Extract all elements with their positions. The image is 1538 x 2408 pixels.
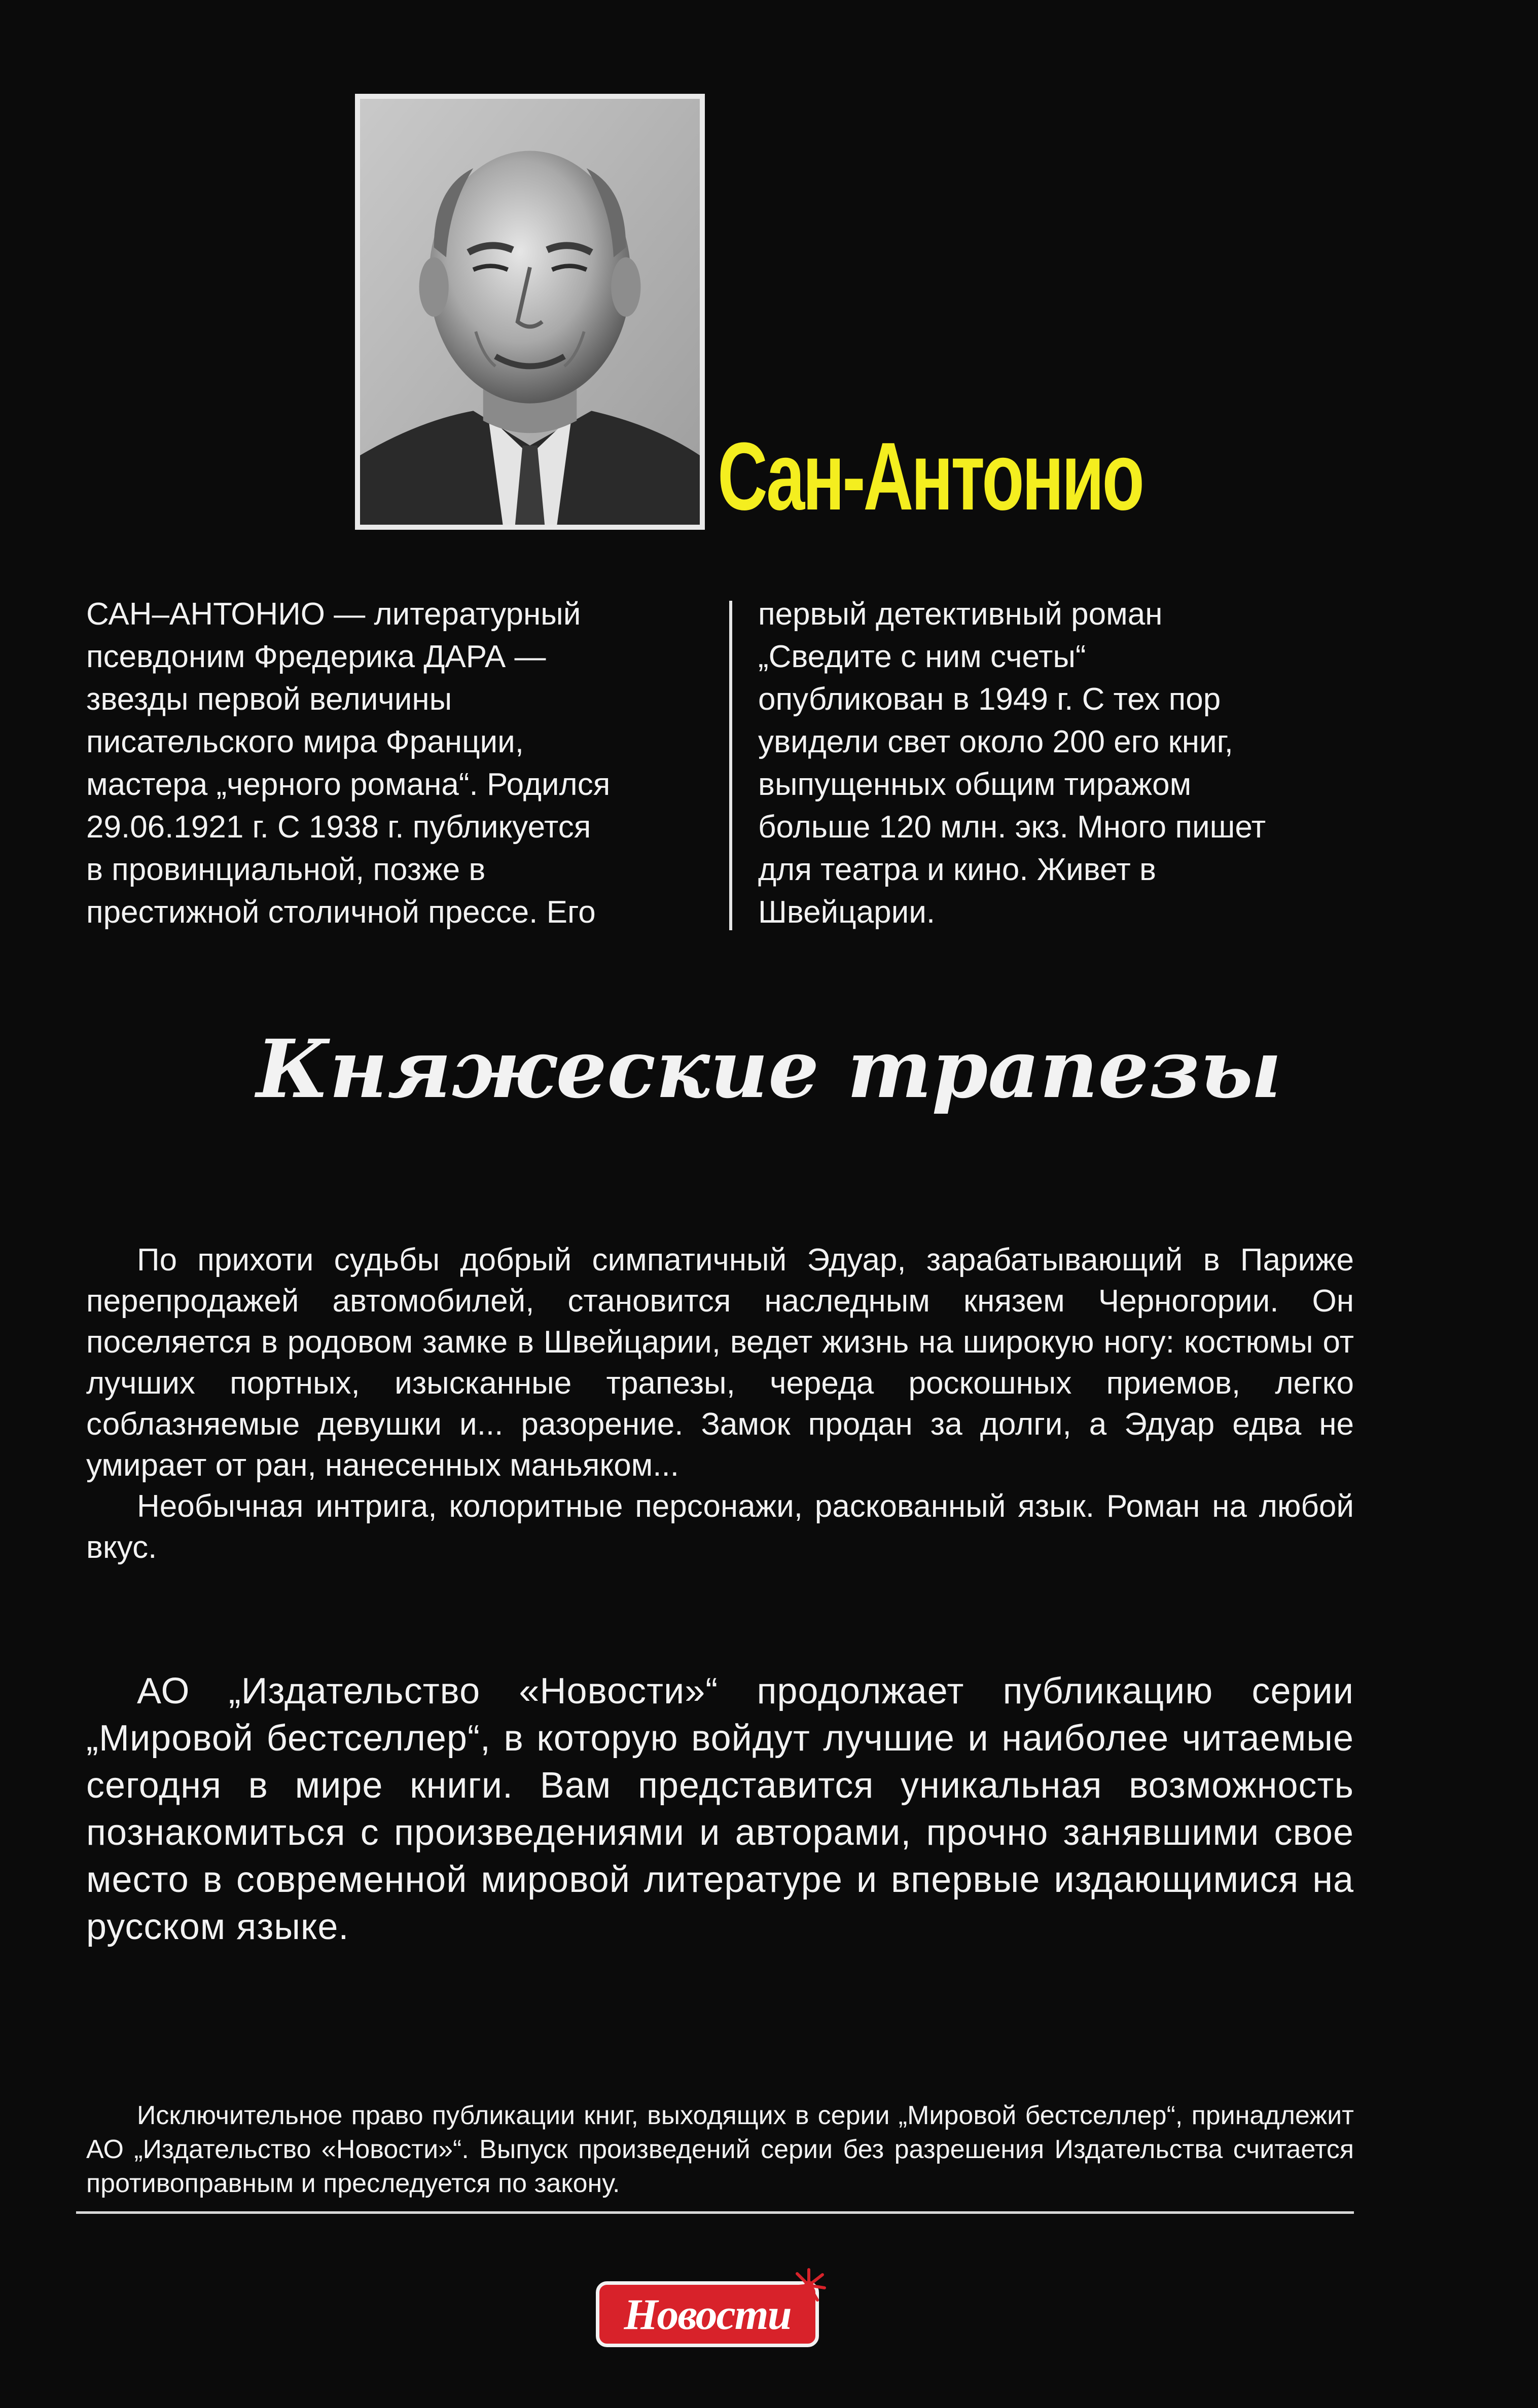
bio-line: престижной столичной прессе. Его xyxy=(86,895,596,930)
bio-line: 29.06.1921 г. С 1938 г. публикуется xyxy=(86,810,591,845)
bio-line: для театра и кино. Живет в xyxy=(758,852,1156,887)
bio-line: „Сведите с ним счеты“ xyxy=(758,639,1086,674)
horizontal-divider xyxy=(76,2211,1354,2214)
bio-line: увидели свет около 200 его книг, xyxy=(758,724,1233,759)
publisher-logo xyxy=(596,2281,819,2347)
bio-line: псевдоним Фредерика ДАРА — xyxy=(86,639,546,674)
series-paragraph: АО „Издательство «Новости»“ продолжает публикацию серии „Мировой бестселлер“, в которую войдут лучшие и наиболее читаемые сегодня в мире книги. Вам представится уникальная возможность познакомиться с произведениями и авторами, прочно занявшими свое место в современной мировой литературе и впервые издающимися на русском языке. xyxy=(86,1671,1354,1947)
book-title: Княжеские трапезы xyxy=(256,1023,1282,1116)
starburst-icon xyxy=(791,2268,827,2303)
bio-line: звезды первой величины xyxy=(86,682,452,717)
author-bio-left-column xyxy=(86,593,715,934)
bio-line: больше 120 млн. экз. Много пишет xyxy=(758,810,1266,845)
rights-paragraph: Исключительное право публикации книг, выходящих в серии „Мировой бестселлер“, принадлежит АО „Издательство «Новости»“. Выпуск произведений серии без разрешения Издательства считается противоправным и преследуется по закону. xyxy=(86,2101,1354,2198)
synopsis-paragraph: Необычная интрига, колоритные персонажи, раскованный язык. Роман на любой вкус. xyxy=(86,1489,1354,1565)
book-synopsis xyxy=(86,1239,1354,1568)
bio-line: выпущенных общим тиражом xyxy=(758,767,1192,802)
author-name: Сан-Антонио xyxy=(718,423,1142,530)
column-divider xyxy=(729,601,732,930)
bio-line: первый детективный роман xyxy=(758,597,1163,632)
bio-line: в провинциальной, позже в xyxy=(86,852,486,887)
author-portrait-image xyxy=(360,99,700,525)
bio-line: мастера „черного романа“. Родился xyxy=(86,767,611,802)
publisher-logo-text: Новости xyxy=(624,2290,791,2339)
synopsis-paragraph: По прихоти судьбы добрый симпатичный Эдуар, зарабатывающий в Париже перепродажей автомобилей, становится наследным князем Черногории. Он поселяется в родовом замке в Швейцарии, ведет жизнь на широкую ногу: костюмы от лучших портных, изысканные трапезы, череда роскошных приемов, легко соблазняемые девушки и... разорение. Замок продан за долги, а Эдуар едва не умирает от ран, нанесенных маньяком... xyxy=(86,1243,1354,1483)
bio-line: писательского мира Франции, xyxy=(86,724,524,759)
bio-line: САН–АНТОНИО — литературный xyxy=(86,597,581,632)
author-photo xyxy=(355,94,705,530)
series-announcement xyxy=(86,1668,1354,1951)
rights-notice xyxy=(86,2099,1354,2201)
author-bio-right-column xyxy=(758,593,1367,934)
bio-line: Швейцарии. xyxy=(758,895,936,930)
bio-line: опубликован в 1949 г. С тех пор xyxy=(758,682,1221,717)
